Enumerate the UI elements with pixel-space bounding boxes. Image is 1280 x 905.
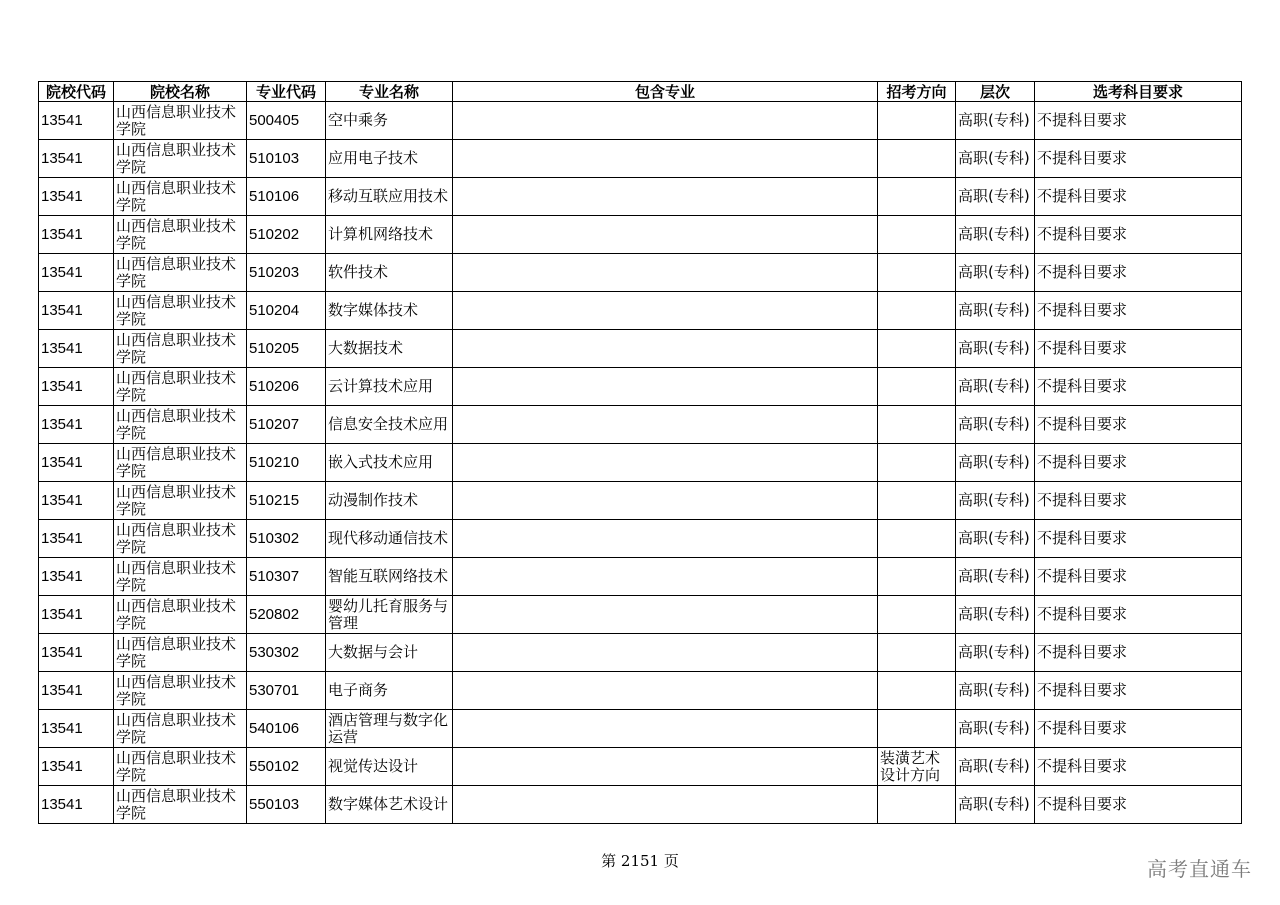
cell-major-name: 软件技术 <box>326 254 453 292</box>
cell-level: 高职(专科) <box>956 520 1035 558</box>
cell-enrollment-direction <box>878 482 956 520</box>
cell-school-name: 山西信息职业技术学院 <box>114 216 247 254</box>
cell-school-name: 山西信息职业技术学院 <box>114 558 247 596</box>
cell-enrollment-direction <box>878 558 956 596</box>
cell-included-majors <box>453 216 878 254</box>
cell-included-majors <box>453 140 878 178</box>
page-number: 第 2151 页 <box>601 852 679 870</box>
cell-level: 高职(专科) <box>956 368 1035 406</box>
cell-major-code: 550102 <box>247 748 326 786</box>
table-row <box>39 140 1242 178</box>
cell-school-code: 13541 <box>39 330 114 368</box>
cell-subject-requirement: 不提科目要求 <box>1035 102 1242 140</box>
cell-school-code: 13541 <box>39 292 114 330</box>
cell-included-majors <box>453 102 878 140</box>
cell-enrollment-direction <box>878 368 956 406</box>
cell-subject-requirement: 不提科目要求 <box>1035 710 1242 748</box>
cell-major-code: 510215 <box>247 482 326 520</box>
cell-enrollment-direction <box>878 216 956 254</box>
cell-major-code: 510202 <box>247 216 326 254</box>
cell-subject-requirement: 不提科目要求 <box>1035 634 1242 672</box>
cell-major-code: 510203 <box>247 254 326 292</box>
cell-major-name: 嵌入式技术应用 <box>326 444 453 482</box>
cell-major-name: 视觉传达设计 <box>326 748 453 786</box>
cell-school-code: 13541 <box>39 254 114 292</box>
cell-subject-requirement: 不提科目要求 <box>1035 748 1242 786</box>
cell-major-name: 云计算技术应用 <box>326 368 453 406</box>
table-row <box>39 786 1242 824</box>
cell-level: 高职(专科) <box>956 292 1035 330</box>
cell-included-majors <box>453 634 878 672</box>
cell-school-code: 13541 <box>39 558 114 596</box>
table-row <box>39 406 1242 444</box>
header-row <box>39 82 1242 102</box>
cell-subject-requirement: 不提科目要求 <box>1035 406 1242 444</box>
cell-level: 高职(专科) <box>956 482 1035 520</box>
cell-enrollment-direction <box>878 292 956 330</box>
cell-enrollment-direction <box>878 102 956 140</box>
cell-major-name: 应用电子技术 <box>326 140 453 178</box>
cell-major-code: 500405 <box>247 102 326 140</box>
cell-school-code: 13541 <box>39 444 114 482</box>
cell-subject-requirement: 不提科目要求 <box>1035 178 1242 216</box>
cell-subject-requirement: 不提科目要求 <box>1035 140 1242 178</box>
table-row <box>39 368 1242 406</box>
cell-major-name: 动漫制作技术 <box>326 482 453 520</box>
table-row <box>39 558 1242 596</box>
table-row <box>39 596 1242 634</box>
cell-major-code: 510206 <box>247 368 326 406</box>
cell-level: 高职(专科) <box>956 558 1035 596</box>
cell-school-code: 13541 <box>39 368 114 406</box>
cell-enrollment-direction <box>878 330 956 368</box>
cell-subject-requirement: 不提科目要求 <box>1035 216 1242 254</box>
column-header-included-majors: 包含专业 <box>453 82 878 102</box>
cell-major-code: 510307 <box>247 558 326 596</box>
cell-level: 高职(专科) <box>956 710 1035 748</box>
cell-enrollment-direction <box>878 178 956 216</box>
cell-included-majors <box>453 330 878 368</box>
table-row <box>39 482 1242 520</box>
cell-school-name: 山西信息职业技术学院 <box>114 330 247 368</box>
watermark: 高考直通车 <box>1147 857 1252 881</box>
cell-school-name: 山西信息职业技术学院 <box>114 292 247 330</box>
cell-school-code: 13541 <box>39 710 114 748</box>
cell-included-majors <box>453 482 878 520</box>
cell-subject-requirement: 不提科目要求 <box>1035 558 1242 596</box>
cell-major-code: 530701 <box>247 672 326 710</box>
column-header-major-name: 专业名称 <box>326 82 453 102</box>
cell-school-code: 13541 <box>39 216 114 254</box>
cell-major-code: 530302 <box>247 634 326 672</box>
cell-enrollment-direction <box>878 140 956 178</box>
cell-level: 高职(专科) <box>956 748 1035 786</box>
cell-school-name: 山西信息职业技术学院 <box>114 634 247 672</box>
cell-major-name: 大数据技术 <box>326 330 453 368</box>
cell-enrollment-direction: 装潢艺术设计方向 <box>878 748 956 786</box>
cell-school-code: 13541 <box>39 672 114 710</box>
cell-enrollment-direction <box>878 710 956 748</box>
table-row <box>39 710 1242 748</box>
cell-included-majors <box>453 710 878 748</box>
cell-school-name: 山西信息职业技术学院 <box>114 102 247 140</box>
cell-enrollment-direction <box>878 520 956 558</box>
cell-included-majors <box>453 786 878 824</box>
cell-level: 高职(专科) <box>956 178 1035 216</box>
cell-included-majors <box>453 254 878 292</box>
cell-school-code: 13541 <box>39 786 114 824</box>
cell-major-code: 510106 <box>247 178 326 216</box>
cell-major-name: 信息安全技术应用 <box>326 406 453 444</box>
cell-major-code: 540106 <box>247 710 326 748</box>
cell-school-code: 13541 <box>39 406 114 444</box>
cell-subject-requirement: 不提科目要求 <box>1035 292 1242 330</box>
table-row <box>39 102 1242 140</box>
cell-enrollment-direction <box>878 406 956 444</box>
cell-school-name: 山西信息职业技术学院 <box>114 254 247 292</box>
cell-school-code: 13541 <box>39 520 114 558</box>
cell-school-code: 13541 <box>39 178 114 216</box>
cell-school-code: 13541 <box>39 102 114 140</box>
cell-major-name: 酒店管理与数字化运营 <box>326 710 453 748</box>
column-header-major-code: 专业代码 <box>247 82 326 102</box>
cell-major-name: 数字媒体技术 <box>326 292 453 330</box>
cell-school-name: 山西信息职业技术学院 <box>114 406 247 444</box>
cell-included-majors <box>453 368 878 406</box>
cell-subject-requirement: 不提科目要求 <box>1035 254 1242 292</box>
table-row <box>39 254 1242 292</box>
cell-included-majors <box>453 406 878 444</box>
column-header-school-code: 院校代码 <box>39 82 114 102</box>
cell-school-code: 13541 <box>39 482 114 520</box>
cell-level: 高职(专科) <box>956 216 1035 254</box>
cell-subject-requirement: 不提科目要求 <box>1035 672 1242 710</box>
cell-major-name: 大数据与会计 <box>326 634 453 672</box>
cell-enrollment-direction <box>878 444 956 482</box>
cell-subject-requirement: 不提科目要求 <box>1035 482 1242 520</box>
cell-major-name: 智能互联网络技术 <box>326 558 453 596</box>
cell-school-name: 山西信息职业技术学院 <box>114 786 247 824</box>
table-row <box>39 178 1242 216</box>
cell-included-majors <box>453 672 878 710</box>
table-row <box>39 520 1242 558</box>
cell-enrollment-direction <box>878 254 956 292</box>
cell-included-majors <box>453 748 878 786</box>
table-row <box>39 634 1242 672</box>
cell-major-name: 移动互联应用技术 <box>326 178 453 216</box>
cell-subject-requirement: 不提科目要求 <box>1035 596 1242 634</box>
column-header-enrollment-direction: 招考方向 <box>878 82 956 102</box>
cell-school-code: 13541 <box>39 748 114 786</box>
table-row <box>39 672 1242 710</box>
cell-included-majors <box>453 444 878 482</box>
cell-included-majors <box>453 178 878 216</box>
cell-school-name: 山西信息职业技术学院 <box>114 710 247 748</box>
cell-enrollment-direction <box>878 634 956 672</box>
cell-major-name: 空中乘务 <box>326 102 453 140</box>
cell-school-code: 13541 <box>39 140 114 178</box>
cell-level: 高职(专科) <box>956 672 1035 710</box>
majors-table <box>38 81 1242 824</box>
cell-subject-requirement: 不提科目要求 <box>1035 786 1242 824</box>
cell-school-name: 山西信息职业技术学院 <box>114 444 247 482</box>
table-row <box>39 292 1242 330</box>
cell-included-majors <box>453 292 878 330</box>
cell-major-name: 现代移动通信技术 <box>326 520 453 558</box>
table-row <box>39 444 1242 482</box>
column-header-level: 层次 <box>956 82 1035 102</box>
cell-level: 高职(专科) <box>956 102 1035 140</box>
table-row <box>39 748 1242 786</box>
cell-subject-requirement: 不提科目要求 <box>1035 520 1242 558</box>
cell-school-name: 山西信息职业技术学院 <box>114 140 247 178</box>
cell-school-name: 山西信息职业技术学院 <box>114 672 247 710</box>
cell-major-code: 550103 <box>247 786 326 824</box>
cell-school-name: 山西信息职业技术学院 <box>114 368 247 406</box>
cell-enrollment-direction <box>878 786 956 824</box>
cell-major-code: 520802 <box>247 596 326 634</box>
cell-major-code: 510207 <box>247 406 326 444</box>
cell-major-code: 510210 <box>247 444 326 482</box>
cell-school-name: 山西信息职业技术学院 <box>114 748 247 786</box>
cell-school-name: 山西信息职业技术学院 <box>114 520 247 558</box>
cell-level: 高职(专科) <box>956 444 1035 482</box>
cell-school-code: 13541 <box>39 634 114 672</box>
cell-level: 高职(专科) <box>956 330 1035 368</box>
table-row <box>39 216 1242 254</box>
cell-included-majors <box>453 520 878 558</box>
cell-enrollment-direction <box>878 596 956 634</box>
cell-major-code: 510302 <box>247 520 326 558</box>
cell-subject-requirement: 不提科目要求 <box>1035 368 1242 406</box>
cell-subject-requirement: 不提科目要求 <box>1035 330 1242 368</box>
cell-school-name: 山西信息职业技术学院 <box>114 596 247 634</box>
cell-major-name: 计算机网络技术 <box>326 216 453 254</box>
table-body <box>39 102 1242 824</box>
cell-level: 高职(专科) <box>956 634 1035 672</box>
cell-school-code: 13541 <box>39 596 114 634</box>
cell-school-name: 山西信息职业技术学院 <box>114 482 247 520</box>
cell-major-name: 婴幼儿托育服务与管理 <box>326 596 453 634</box>
cell-enrollment-direction <box>878 672 956 710</box>
cell-major-code: 510204 <box>247 292 326 330</box>
table-header <box>39 82 1242 102</box>
cell-major-code: 510205 <box>247 330 326 368</box>
cell-level: 高职(专科) <box>956 786 1035 824</box>
cell-included-majors <box>453 558 878 596</box>
cell-level: 高职(专科) <box>956 254 1035 292</box>
column-header-subject-requirement: 选考科目要求 <box>1035 82 1242 102</box>
cell-level: 高职(专科) <box>956 406 1035 444</box>
cell-major-name: 数字媒体艺术设计 <box>326 786 453 824</box>
cell-major-code: 510103 <box>247 140 326 178</box>
cell-level: 高职(专科) <box>956 140 1035 178</box>
cell-school-name: 山西信息职业技术学院 <box>114 178 247 216</box>
cell-included-majors <box>453 596 878 634</box>
cell-subject-requirement: 不提科目要求 <box>1035 444 1242 482</box>
table-row <box>39 330 1242 368</box>
cell-level: 高职(专科) <box>956 596 1035 634</box>
column-header-school-name: 院校名称 <box>114 82 247 102</box>
cell-major-name: 电子商务 <box>326 672 453 710</box>
